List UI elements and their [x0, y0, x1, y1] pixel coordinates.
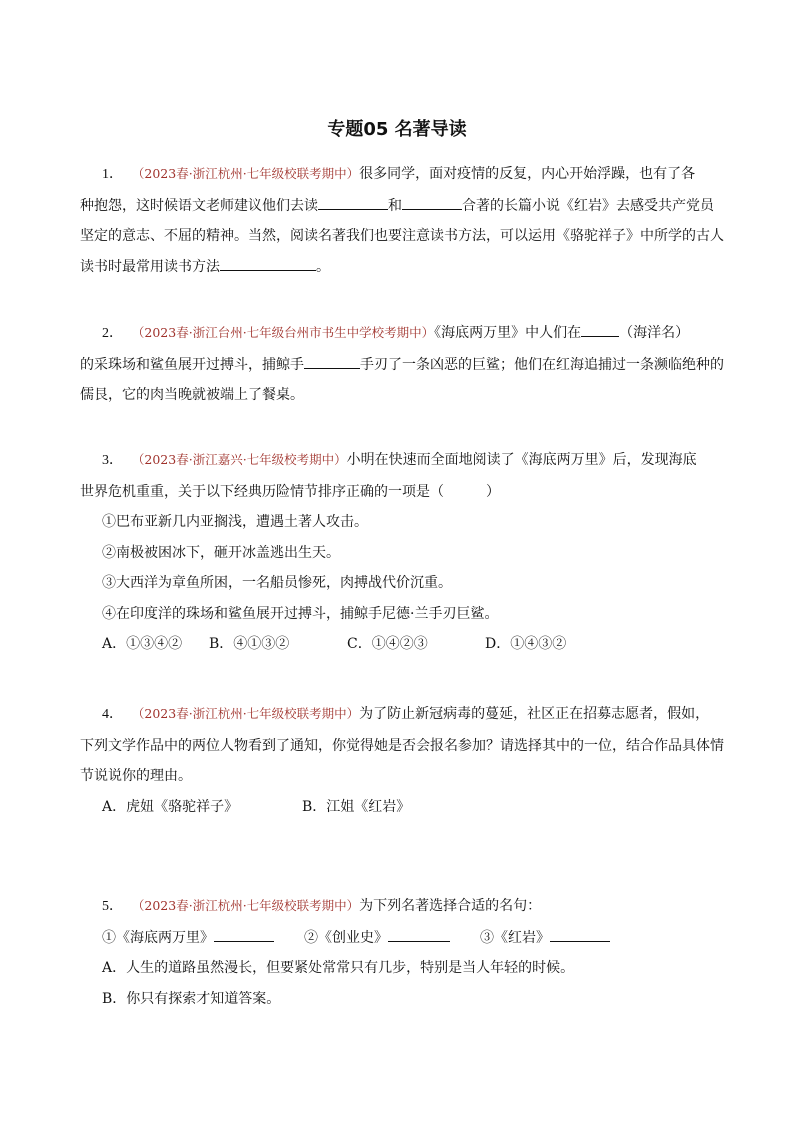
list-item: ④在印度洋的珠场和鲨鱼展开过搏斗，捕鲸手尼德·兰手刃巨鲨。: [102, 605, 499, 622]
option-a[interactable]: A．虎妞《骆驼祥子》: [102, 798, 239, 815]
page-title: 专题05 名著导读: [327, 119, 467, 140]
question-text: 手刃了一条凶恶的巨鲨；他们在红海追捕过一条濒临绝种的: [360, 356, 724, 373]
question-text: 读书时最常用读书方法: [80, 258, 220, 275]
answer-blank[interactable]: [388, 924, 450, 942]
question-text: 儒艮，它的肉当晚就被端上了餐桌。: [80, 387, 304, 403]
question-number: 2．: [102, 326, 123, 341]
option-b[interactable]: B．江姐《红岩》: [302, 798, 411, 815]
question-number: 5．: [102, 899, 123, 914]
question-text: 为下列名著选择合适的名句：: [359, 898, 542, 914]
question-number: 1．: [102, 167, 123, 182]
work-title: ①《海底两万里》: [102, 929, 214, 946]
question-text: 为了防止新冠病毒的蔓延，社区正在招募志愿者，假如，: [359, 706, 710, 722]
answer-blank[interactable]: [304, 351, 360, 369]
question-text: 小明在快速而全面地阅读了《海底两万里》后，发现海底: [346, 452, 697, 468]
question-source: （2023春·浙江台州·七年级台州市书生中学校考期中）: [131, 325, 435, 340]
work-title: ③《红岩》: [480, 929, 550, 946]
list-item: A．人生的道路虽然漫长，但要紧处常常只有几步，特别是当人年轻的时候。: [102, 960, 575, 976]
question-source: （2023春·浙江嘉兴·七年级校考期中）: [131, 452, 347, 467]
question-text: 的采珠场和鲨鱼展开过搏斗，捕鲸手: [80, 356, 304, 373]
answer-blank[interactable]: [318, 192, 388, 210]
list-item: ②南极被困冰下，砸开冰盖逃出生天。: [102, 544, 340, 561]
question-source: （2023春·浙江杭州·七年级校联考期中）: [131, 706, 360, 721]
list-item: ③大西洋为章鱼所困，一名船员惨死，肉搏战代价沉重。: [102, 575, 452, 591]
question-text: 种抱怨，这时候语文老师建议他们去读: [80, 197, 318, 214]
option-c[interactable]: C．①④②③: [347, 636, 428, 652]
answer-blank[interactable]: [550, 924, 610, 942]
question-3: [80, 445, 722, 660]
question-number: 4．: [102, 707, 123, 722]
answer-blank[interactable]: [214, 924, 274, 942]
question-text: 世界危机重重，关于以下经典历险情节排序正确的一项是（ ）: [80, 483, 500, 500]
question-text: 节说说你的理由。: [80, 768, 192, 784]
question-text: 下列文学作品中的两位人物看到了通知，你觉得她是否会报名参加？请选择其中的一位，结合作品具体情: [80, 737, 724, 754]
works-row: [102, 923, 722, 954]
question-text: 和: [388, 197, 402, 214]
question-text: 。: [316, 258, 330, 275]
answer-options: [102, 792, 722, 823]
list-item: ①巴布亚新几内亚搁浅，遭遇土著人攻击。: [102, 514, 368, 530]
question-text: 很多同学，面对疫情的反复，内心开始浮躁，也有了各: [359, 166, 696, 182]
question-source: （2023春·浙江杭州·七年级校联考期中）: [131, 898, 360, 913]
question-4: [80, 699, 724, 822]
list-item: B．你只有探索才知道答案。: [102, 990, 281, 1007]
question-text: （海洋名）: [619, 325, 690, 341]
question-text: 《海底两万里》中人们在: [434, 325, 582, 341]
answer-blank[interactable]: [581, 319, 619, 337]
option-a[interactable]: A．①③④②: [102, 636, 183, 652]
answer-options: [102, 629, 722, 660]
question-text: 坚定的意志、不屈的精神。当然，阅读名著我们也要注意读书方法，可以运用《骆驼祥子》中所学的古人: [80, 228, 724, 244]
question-source: （2023春·浙江杭州·七年级校联考期中）: [131, 166, 360, 181]
answer-blank[interactable]: [220, 253, 316, 271]
question-2: [80, 318, 724, 411]
question-5: [102, 891, 722, 1014]
option-b[interactable]: B．④①③②: [209, 636, 290, 652]
question-number: 3．: [102, 453, 123, 468]
option-d[interactable]: D．①④③②: [485, 636, 567, 652]
question-1: [80, 159, 724, 282]
answer-blank[interactable]: [402, 192, 462, 210]
work-title: ②《创业史》: [304, 929, 388, 946]
question-text: 合著的长篇小说《红岩》去感受共产党员: [462, 197, 714, 214]
